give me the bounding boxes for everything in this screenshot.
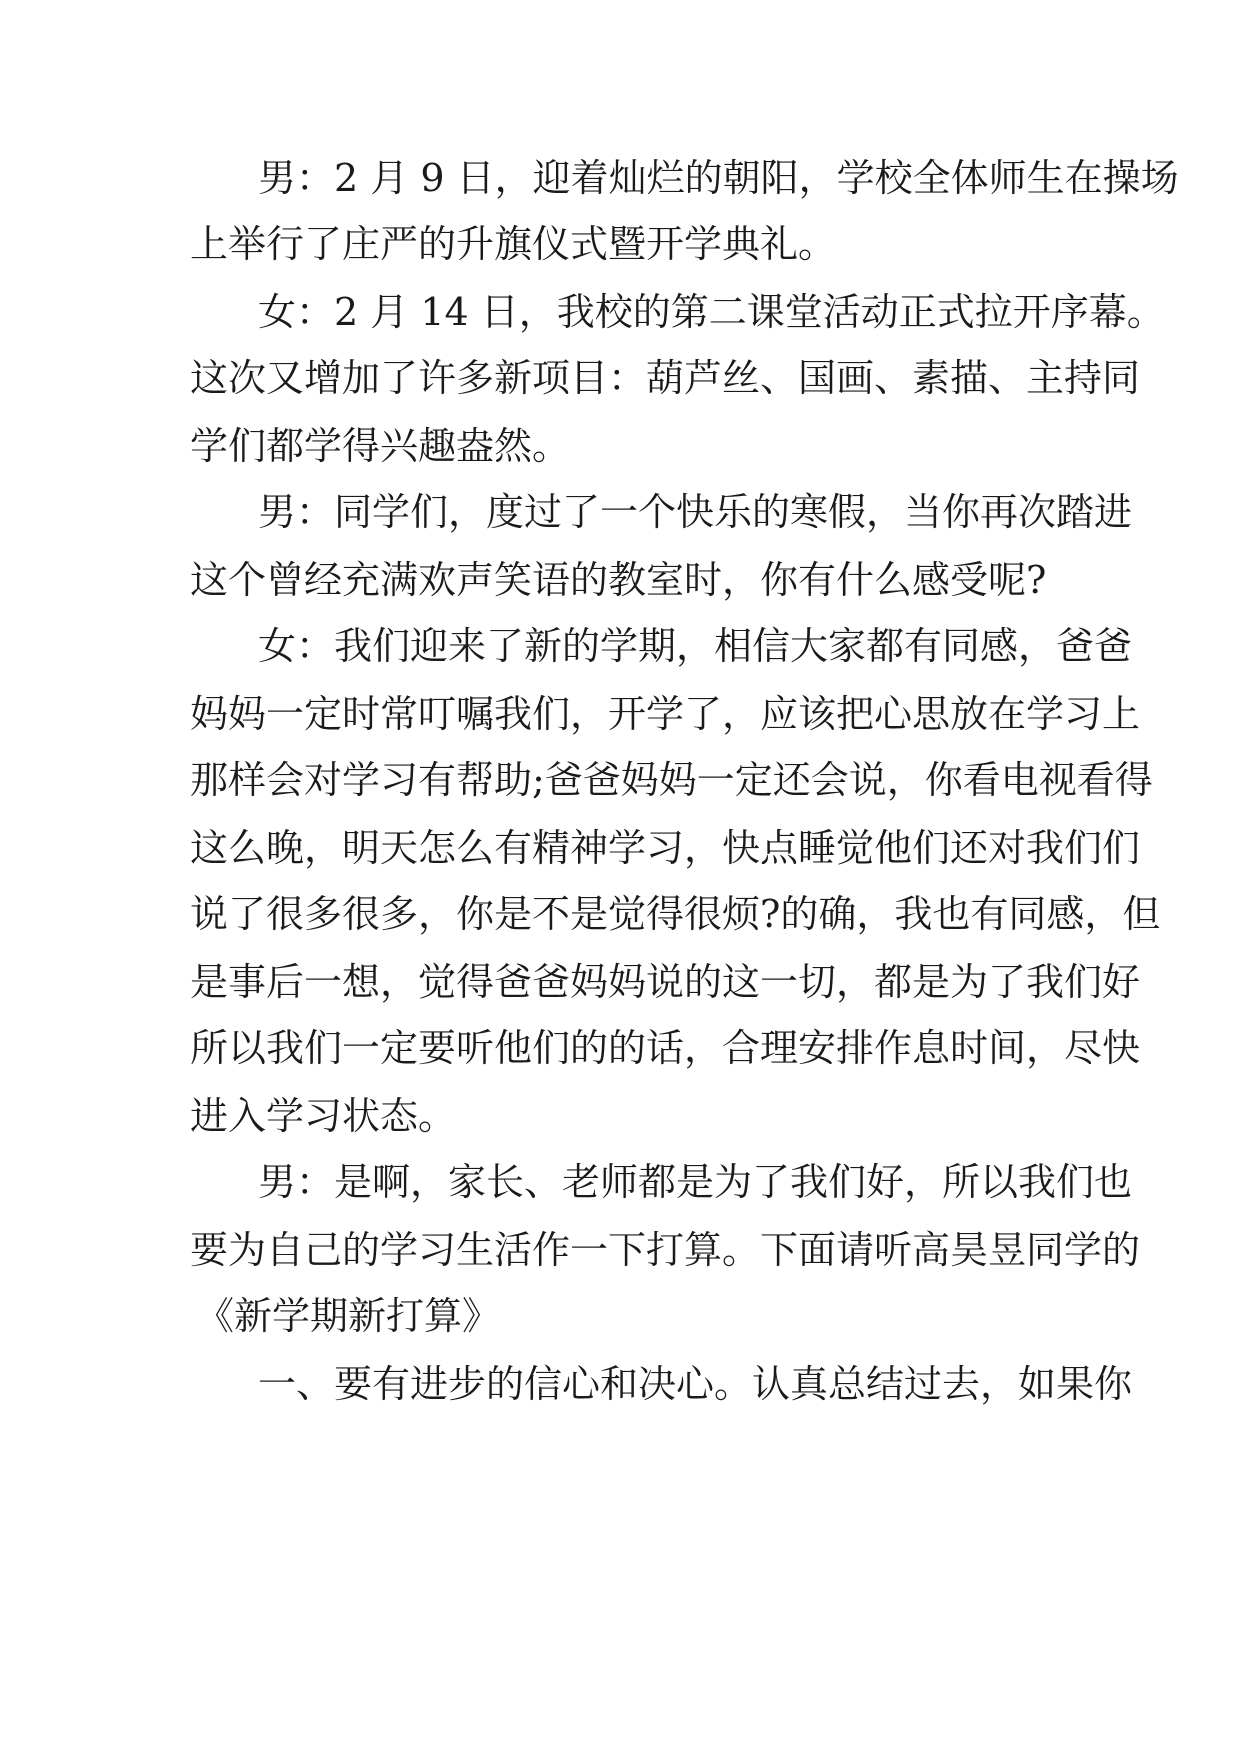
text-line: 学们都学得兴趣盎然。: [190, 424, 571, 468]
text-line: 是事后一想，觉得爸爸妈妈说的这一切，都是为了我们好: [190, 960, 1141, 1004]
text-line: 男：是啊，家长、老师都是为了我们好，所以我们也: [258, 1160, 1133, 1204]
text-line: 上举行了庄严的升旗仪式暨开学典礼。: [190, 222, 837, 266]
text-line: 说了很多很多，你是不是觉得很烦?的确，我也有同感，但: [190, 892, 1161, 936]
text-line: 这个曾经充满欢声笑语的教室时，你有什么感受呢?: [190, 558, 1047, 602]
text-line: 那样会对学习有帮助;爸爸妈妈一定还会说，你看电视看得: [190, 758, 1153, 802]
text-line: 进入学习状态。: [190, 1094, 457, 1138]
text-line: 所以我们一定要听他们的的话，合理安排作息时间，尽快: [190, 1026, 1141, 1070]
text-line: 这次又增加了许多新项目：葫芦丝、国画、素描、主持同: [190, 356, 1141, 400]
text-line: 女：我们迎来了新的学期，相信大家都有同感，爸爸: [258, 624, 1133, 668]
text-line: 《新学期新打算》: [196, 1294, 501, 1338]
text-line: 这么晚，明天怎么有精神学习，快点睡觉他们还对我们们: [190, 826, 1141, 870]
text-line: 要为自己的学习生活作一下打算。下面请听高昊昱同学的: [190, 1228, 1141, 1272]
text-line: 男：2 月 9 日，迎着灿烂的朝阳，学校全体师生在操场: [258, 156, 1179, 200]
text-line: 男：同学们，度过了一个快乐的寒假，当你再次踏进: [258, 490, 1133, 534]
text-line: 一、要有进步的信心和决心。认真总结过去，如果你: [258, 1362, 1133, 1406]
text-line: 女：2 月 14 日，我校的第二课堂活动正式拉开序幕。: [258, 290, 1165, 334]
text-line: 妈妈一定时常叮嘱我们，开学了，应该把心思放在学习上: [190, 692, 1141, 736]
